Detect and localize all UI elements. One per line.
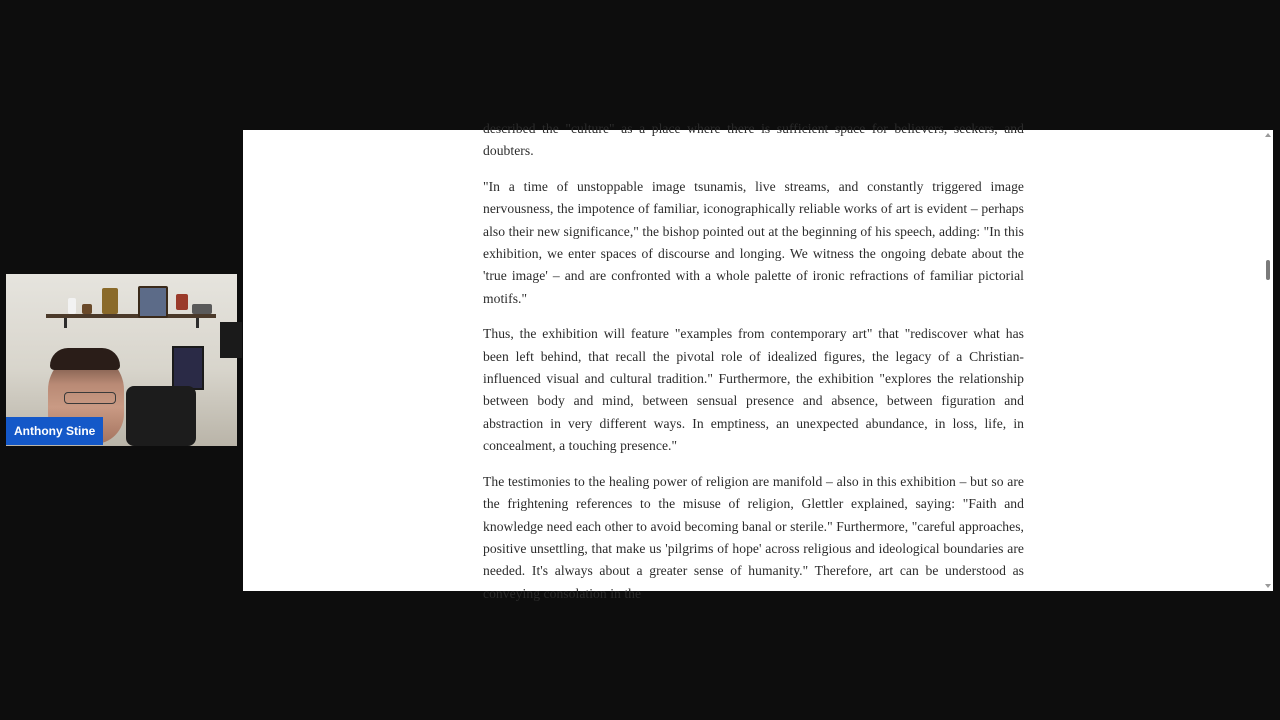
icon-painting-image (138, 286, 168, 318)
figurine-image (68, 298, 76, 314)
statue-image (102, 288, 118, 314)
glasses-image (64, 392, 116, 404)
article-body (483, 118, 1024, 618)
article-paragraph: "In a time of unstoppable image tsunamis, live streams, and constantly triggered image nervousness, the impotence of familiar, iconographically reliable works of art is evident – perhaps also their new significance," the bishop pointed out at the beginning of his speech, adding: "In this exhibition, we enter spaces of discourse and longing. We witness the ongoing debate about the 'true image' – and are confronted with a whole palette of ironic refractions of familiar pictorial motifs." (483, 178, 1024, 306)
chair-image (126, 386, 196, 446)
scroll-up-arrow-icon[interactable] (1265, 133, 1271, 137)
scroll-thumb[interactable] (1266, 260, 1270, 280)
participant-name-label: Anthony Stine (6, 417, 103, 445)
books-image (192, 304, 212, 314)
small-frame-image (176, 294, 188, 310)
frame-image (82, 304, 92, 314)
hair-image (50, 348, 120, 370)
shelf-bracket-image (196, 318, 199, 328)
article-paragraph: The testimonies to the healing power of religion are manifold – also in this exhibition – but so are the frightening references to the misuse of religion, Glettler explained, saying: "Faith and knowledge need each other to avoid becoming banal or sterile." Furthermore, "careful approaches, positive unsettling, that make us 'pilgrims of hope' across religious and ideological boundaries are needed. It's always about a greater sense of humanity." Therefore, art can be understood as conveying consolation in the (483, 473, 1024, 601)
shelf-bracket-image (64, 318, 67, 328)
shared-screen (243, 121, 1273, 601)
monitor-image (220, 322, 242, 358)
vertical-scrollbar[interactable] (1263, 130, 1273, 591)
shelf-image (46, 314, 216, 318)
article-paragraph: described the "culture" as a place where there is sufficient space for believers, seekers, and doubters. (483, 121, 1024, 159)
scroll-down-arrow-icon[interactable] (1265, 584, 1271, 588)
wall-painting-image (172, 346, 204, 390)
article-paragraph: Thus, the exhibition will feature "examples from contemporary art" that "rediscover what has been left behind, that recall the pivotal role of idealized figures, the legacy of a Christian-influenced visual and cultural tradition." Furthermore, the exhibition "explores the relationship between body and mind, between sensual presence and absence, between figuration and abstraction in very different ways. In emptiness, an unexpected abundance, in loss, life, in concealment, a touching presence." (483, 326, 1024, 454)
